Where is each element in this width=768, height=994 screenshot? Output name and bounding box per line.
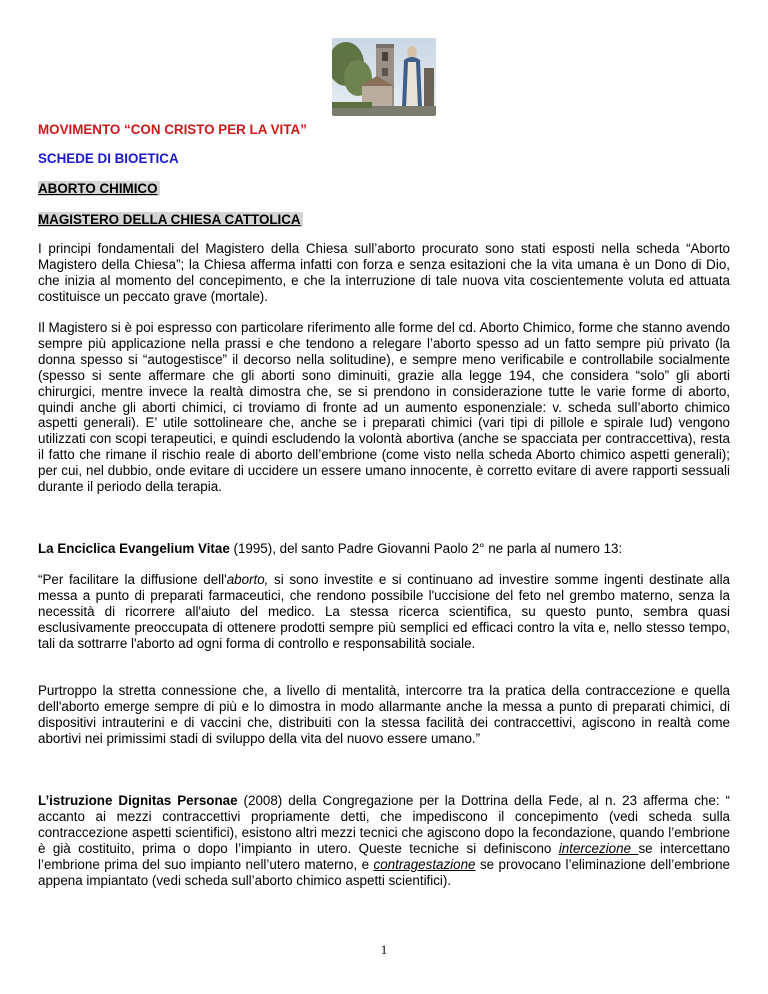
paragraph-dignitas-personae	[38, 793, 730, 888]
dignitas-text-c: se provocano l’eliminazione dell’embrione appena impiantato (vedi scheda sull’aborto chimico aspetti scientifici).	[38, 856, 730, 888]
topic-title	[38, 181, 163, 197]
quote-1-italic: aborto,	[226, 572, 269, 587]
church-statue-photo	[332, 38, 436, 116]
paragraph-evangelium-vitae	[38, 541, 730, 557]
dignitas-text-b: se intercettano l’embrione prima del suo impianto nell’utero materno, e	[38, 840, 730, 872]
section-title	[38, 212, 303, 228]
topic-title-text: ABORTO CHIMICO	[38, 181, 158, 196]
section-title-text: MAGISTERO DELLA CHIESA CATTOLICA	[38, 212, 301, 227]
movement-title: MOVIMENTO “CON CRISTO PER LA VITA”	[38, 122, 307, 137]
series-title: SCHEDE DI BIOETICA	[38, 151, 179, 166]
quote-paragraph-2: Purtroppo la stretta connessione che, a livello di mentalità, intercorre tra la pratica della contraccezione e quella dell'aborto emerge sempre di più e lo dimostra in modo allarmante anche la messa a punto di preparati chimici, di dispositivi intrauterini e di vaccini che, distribuiti con la stessa facilità dei contraccettivi, agiscono in realtà come abortivi nei primissimi stadi di sviluppo della vita del nuovo essere umano.”	[38, 683, 730, 746]
quote-paragraph-1	[38, 572, 730, 652]
paragraph-intro: I principi fondamentali del Magistero della Chiesa sull’aborto procurato sono stati esposti nella scheda “Aborto Magistero della Chiesa”; la Chiesa afferma infatti con forza e senza esitazioni che la vita umana è un Dono di Dio, che inizia al momento del concepimento, e che la interruzione di tale nuova vita coscientemente voluta ed attuata costituisce un peccato grave (mortale).	[38, 241, 730, 304]
term-intercezione: intercezione	[558, 840, 639, 856]
evangelium-vitae-intro: (1995), del santo Padre Giovanni Paolo 2° ne parla al numero 13:	[229, 541, 623, 556]
quote-1-start: “Per facilitare la diffusione dell'	[38, 572, 227, 587]
term-contragestazione: contragestazione	[373, 856, 476, 872]
quote-1-rest: si sono investite e si continuano ad investire somme ingenti destinate alla messa a punto di preparati farmaceutici, che rendono possibile l'uccisione del feto nel grembo materno, senza la necessità di ricorrere all'aiuto del medico. La stessa ricerca scientifica, su questo punto, sembra quasi esclusivamente preoccupata di ottenere prodotti sempre più semplici ed efficaci contro la vita e, nello stesso tempo, tali da sottrarre l'aborto ad ogni forma di controllo e responsabilità sociale.	[38, 572, 731, 651]
dignitas-text-a: (2008) della Congregazione per la Dottrina della Fede, al n. 23 afferma che: “ accanto ai mezzi contraccettivi propriamente detti, che impediscono il concepimento (vedi scheda sulla contraccezione aspetti scientifici), esistono altri mezzi tecnici che agiscono dopo la fecondazione, quando l’embrione è già costituito, prima o dopo l’impianto in utero. Queste tecniche si definiscono	[38, 793, 730, 856]
dignitas-personae-title: L’istruzione Dignitas Personae	[38, 793, 238, 808]
paragraph-magistero: Il Magistero si è poi espresso con particolare riferimento alle forme del cd. Aborto Chimico, forme che stanno avendo sempre più applicazione nella prassi e che tendono a relegare l’aborto spesso ad un fatto sempre più privato (la donna spesso si “autogestisce” il decorso nella solitudine), e sempre meno verificabile e controllabile socialmente (spesso si sente affermare che gli aborti sono diminuiti, grazie alla legge 194, che considera “solo” gli aborti chirurgici, mentre invece la realtà dimostra che, se si prendono in considerazione tutte le varie forme di aborto, quindi anche gli aborti chimici, ci troviamo di fronte ad un aumento esponenziale: v. scheda sull’aborto chimico aspetti generali). E’ utile sottolineare che, anche se i preparati chimici (vari tipi di pillole e spirale Iud) vengono utilizzati con scopi terapeutici, e quindi escludendo la volontà abortiva (anche se spacciata per contraccettiva), resta il fatto che rimane il rischio reale di aborto dell’embrione (come visto nella scheda Aborto chimico aspetti generali); per cui, nel dubbio, onde evitare di uccidere un essere umano innocente, è corretto evitare di avere rapporti sessuali durante il periodo della terapia.	[38, 320, 730, 495]
page-number: 1	[380, 942, 388, 957]
evangelium-vitae-title: La Enciclica Evangelium Vitae	[38, 541, 230, 556]
